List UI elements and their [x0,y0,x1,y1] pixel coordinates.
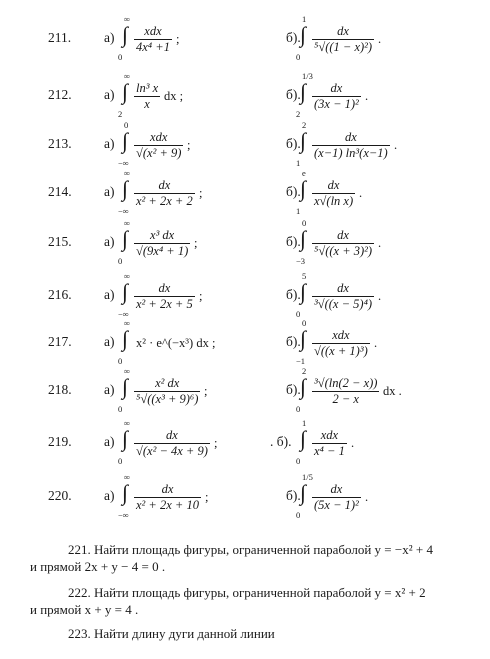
upper-limit: 5 [302,271,307,281]
numerator: ³√(ln(2 − x)) [314,376,378,390]
numerator: xdx [312,428,347,444]
part-b-label: б). [286,136,301,151]
integral-sign: ∫ [122,176,129,201]
denominator: ³√((x − 5)⁴) [314,297,373,311]
exercise-row [0,472,490,528]
upper-limit: 2 [302,120,307,130]
lower-limit: −∞ [118,309,129,319]
exercise-number: 213. [48,136,72,151]
lower-limit: 1 [296,206,301,216]
lower-limit: 0 [296,456,301,466]
lower-limit: 0 [296,404,301,414]
denominator: x√(ln x) [314,194,354,208]
fraction [312,328,370,359]
integral-tail: ; [176,32,180,46]
lower-limit: 1 [296,158,301,168]
upper-limit: e [302,168,306,178]
integral-tail: . [374,336,378,350]
exercise-row [0,366,490,422]
part-b-label: б). [286,334,301,349]
fraction [312,178,355,209]
denominator: 2 − x [332,392,359,406]
part-b-label: . б). [270,434,292,449]
lower-limit: −∞ [118,206,129,216]
exercise-number: 218. [48,382,72,397]
problem-223-line1: 223. Найти длину дуги данной линии [68,626,275,641]
fraction [134,428,210,459]
lower-limit: 0 [118,456,123,466]
denominator: x² + 2x + 5 [136,297,193,311]
integral-tail: ; [199,186,203,200]
fraction [312,482,361,513]
part-b-label: б). [286,234,301,249]
fraction [134,130,183,161]
integral-tail: . [378,236,382,250]
integral-tail: dx . [383,384,402,398]
fraction [312,228,374,259]
lower-limit: 2 [296,109,301,119]
numerator: dx [312,178,355,194]
upper-limit: 1/3 [302,71,313,81]
denominator: (3x − 1)² [314,97,359,111]
denominator: (5x − 1)² [314,498,359,512]
upper-limit: 2 [302,366,307,376]
integral-tail: ; [204,384,208,398]
problem-221 [0,541,490,575]
exercise-number: 216. [48,287,72,302]
lower-limit: 0 [118,52,123,62]
fraction [312,130,390,161]
integral-sign: ∫ [300,176,307,201]
upper-limit: ∞ [124,14,131,24]
exercise-row [0,120,490,176]
numerator: dx [312,130,390,146]
integral-sign: ∫ [122,226,129,251]
lower-limit: −3 [296,256,306,266]
integral-sign: ∫ [122,326,129,351]
upper-limit: ∞ [124,218,131,228]
integral-tail: ; [214,436,218,450]
numerator: dx [312,228,374,244]
integral-tail: . [351,436,355,450]
denominator: x⁴ − 1 [314,444,345,458]
part-b-label: б). [286,87,301,102]
numerator: xdx [312,328,370,344]
integral-sign: ∫ [122,79,129,104]
upper-limit: ∞ [124,472,131,482]
fraction [134,482,201,513]
integral-tail: ; [199,289,203,303]
problem-222 [0,584,490,618]
numerator: dx [312,81,361,97]
part-a-label: а) [104,30,115,45]
upper-limit: 0 [302,218,307,228]
lower-limit: 0 [296,52,301,62]
part-a-label: а) [104,488,115,503]
upper-limit: ∞ [124,418,131,428]
integral-sign: ∫ [122,374,129,399]
fraction [134,376,200,407]
part-b-label: б). [286,287,301,302]
integral-tail: dx ; [164,89,184,103]
numerator: dx [312,24,374,40]
denominator: ⁵√((x³ + 9)⁶) [136,392,199,406]
exercise-row [0,271,490,327]
integral-tail: . [378,32,382,46]
exercise-number: 217. [48,334,72,349]
exercise-row [0,418,490,474]
upper-limit: 0 [302,318,307,328]
numerator: dx [312,482,361,498]
integral-tail: . [394,138,398,152]
integral-sign: ∫ [122,22,129,47]
problem-223 [0,625,490,642]
integral-tail: x² · e^(−x³) dx ; [136,336,216,350]
denominator: √(x² − 4x + 9) [136,444,208,458]
denominator: ⁵√((x + 3)²) [314,244,373,258]
problem-222-line1: 222. Найти площадь фигуры, ограниченной параболой y = x² + 2 [68,585,426,600]
part-a-label: а) [104,287,115,302]
integral-sign: ∫ [300,326,307,351]
integral-tail: . [365,89,369,103]
denominator: (x−1) ln³(x−1) [314,146,388,160]
exercise-row [0,168,490,224]
denominator: √(9x⁴ + 1) [136,244,189,258]
exercise-number: 214. [48,184,72,199]
numerator: dx [134,281,195,297]
integral-tail: . [359,186,363,200]
numerator: xdx [134,130,183,146]
lower-limit: 0 [296,510,301,520]
integral-sign: ∫ [300,22,307,47]
integral-sign: ∫ [300,128,307,153]
part-b-label: б). [286,184,301,199]
lower-limit: 2 [118,109,123,119]
upper-limit: ∞ [124,168,131,178]
exercise-number: 219. [48,434,72,449]
problem-221-line1: 221. Найти площадь фигуры, ограниченной параболой y = −x² + 4 [68,542,433,557]
upper-limit: ∞ [124,366,131,376]
fraction [134,24,172,55]
exercise-row [0,318,490,374]
upper-limit: ∞ [124,318,131,328]
fraction [312,428,347,459]
numerator: xdx [134,24,172,40]
integral-sign: ∫ [122,426,129,451]
part-a-label: а) [104,434,115,449]
denominator: √((x + 1)³) [314,344,368,358]
integral-tail: ; [194,236,198,250]
fraction [312,81,361,112]
integral-sign: ∫ [300,226,307,251]
exercise-row [0,71,490,127]
integral-sign: ∫ [300,480,307,505]
denominator: x² + 2x + 10 [136,498,199,512]
lower-limit: 0 [118,256,123,266]
fraction [134,178,195,209]
integral-sign: ∫ [122,480,129,505]
exercise-number: 215. [48,234,72,249]
integral-sign: ∫ [300,374,307,399]
exercise-row [0,218,490,274]
upper-limit: 1 [302,418,307,428]
part-a-label: а) [104,136,115,151]
part-a-label: а) [104,87,115,102]
part-a-label: а) [104,184,115,199]
denominator: 4x⁴ +1 [136,40,170,54]
denominator: ⁵√((1 − x)²) [314,40,373,54]
fraction [134,228,190,259]
part-a-label: а) [104,382,115,397]
numerator: ln³ x [136,81,159,95]
integral-sign: ∫ [300,426,307,451]
lower-limit: −1 [296,356,306,366]
numerator: dx [312,281,374,297]
exercise-number: 212. [48,87,72,102]
lower-limit: 0 [118,356,123,366]
lower-limit: 0 [296,309,301,319]
part-a-label: а) [104,334,115,349]
upper-limit: ∞ [124,71,131,81]
part-b-label: б). [286,30,301,45]
lower-limit: −∞ [118,158,129,168]
numerator: dx [134,428,210,444]
problem-221-line2: и прямой 2x + y − 4 = 0 . [30,559,166,574]
upper-limit: 1/5 [302,472,313,482]
integral-tail: . [365,490,369,504]
integral-sign: ∫ [122,128,129,153]
numerator: dx [134,482,201,498]
integral-tail: . [378,289,382,303]
part-b-label: б). [286,382,301,397]
denominator: x² + 2x + 2 [136,194,193,208]
denominator: x [144,97,150,111]
upper-limit: 1 [302,14,307,24]
fraction [312,281,374,312]
integral-sign: ∫ [300,79,307,104]
upper-limit: 0 [124,120,129,130]
numerator: dx [134,178,195,194]
exercise-number: 220. [48,488,72,503]
lower-limit: 0 [118,404,123,414]
denominator: √(x² + 9) [136,146,182,160]
integral-sign: ∫ [300,279,307,304]
lower-limit: −∞ [118,510,129,520]
upper-limit: ∞ [124,271,131,281]
problem-222-line2: и прямой x + y = 4 . [30,602,139,617]
fraction [312,376,379,407]
exercise-number: 211. [48,30,72,45]
integral-tail: ; [205,490,209,504]
part-b-label: б). [286,488,301,503]
fraction [134,281,195,312]
integral-sign: ∫ [122,279,129,304]
numerator: x² dx [134,376,200,392]
numerator: x³ dx [134,228,190,244]
fraction [312,24,374,55]
exercise-row [0,14,490,70]
fraction [134,81,160,112]
integral-tail: ; [187,138,191,152]
part-a-label: а) [104,234,115,249]
